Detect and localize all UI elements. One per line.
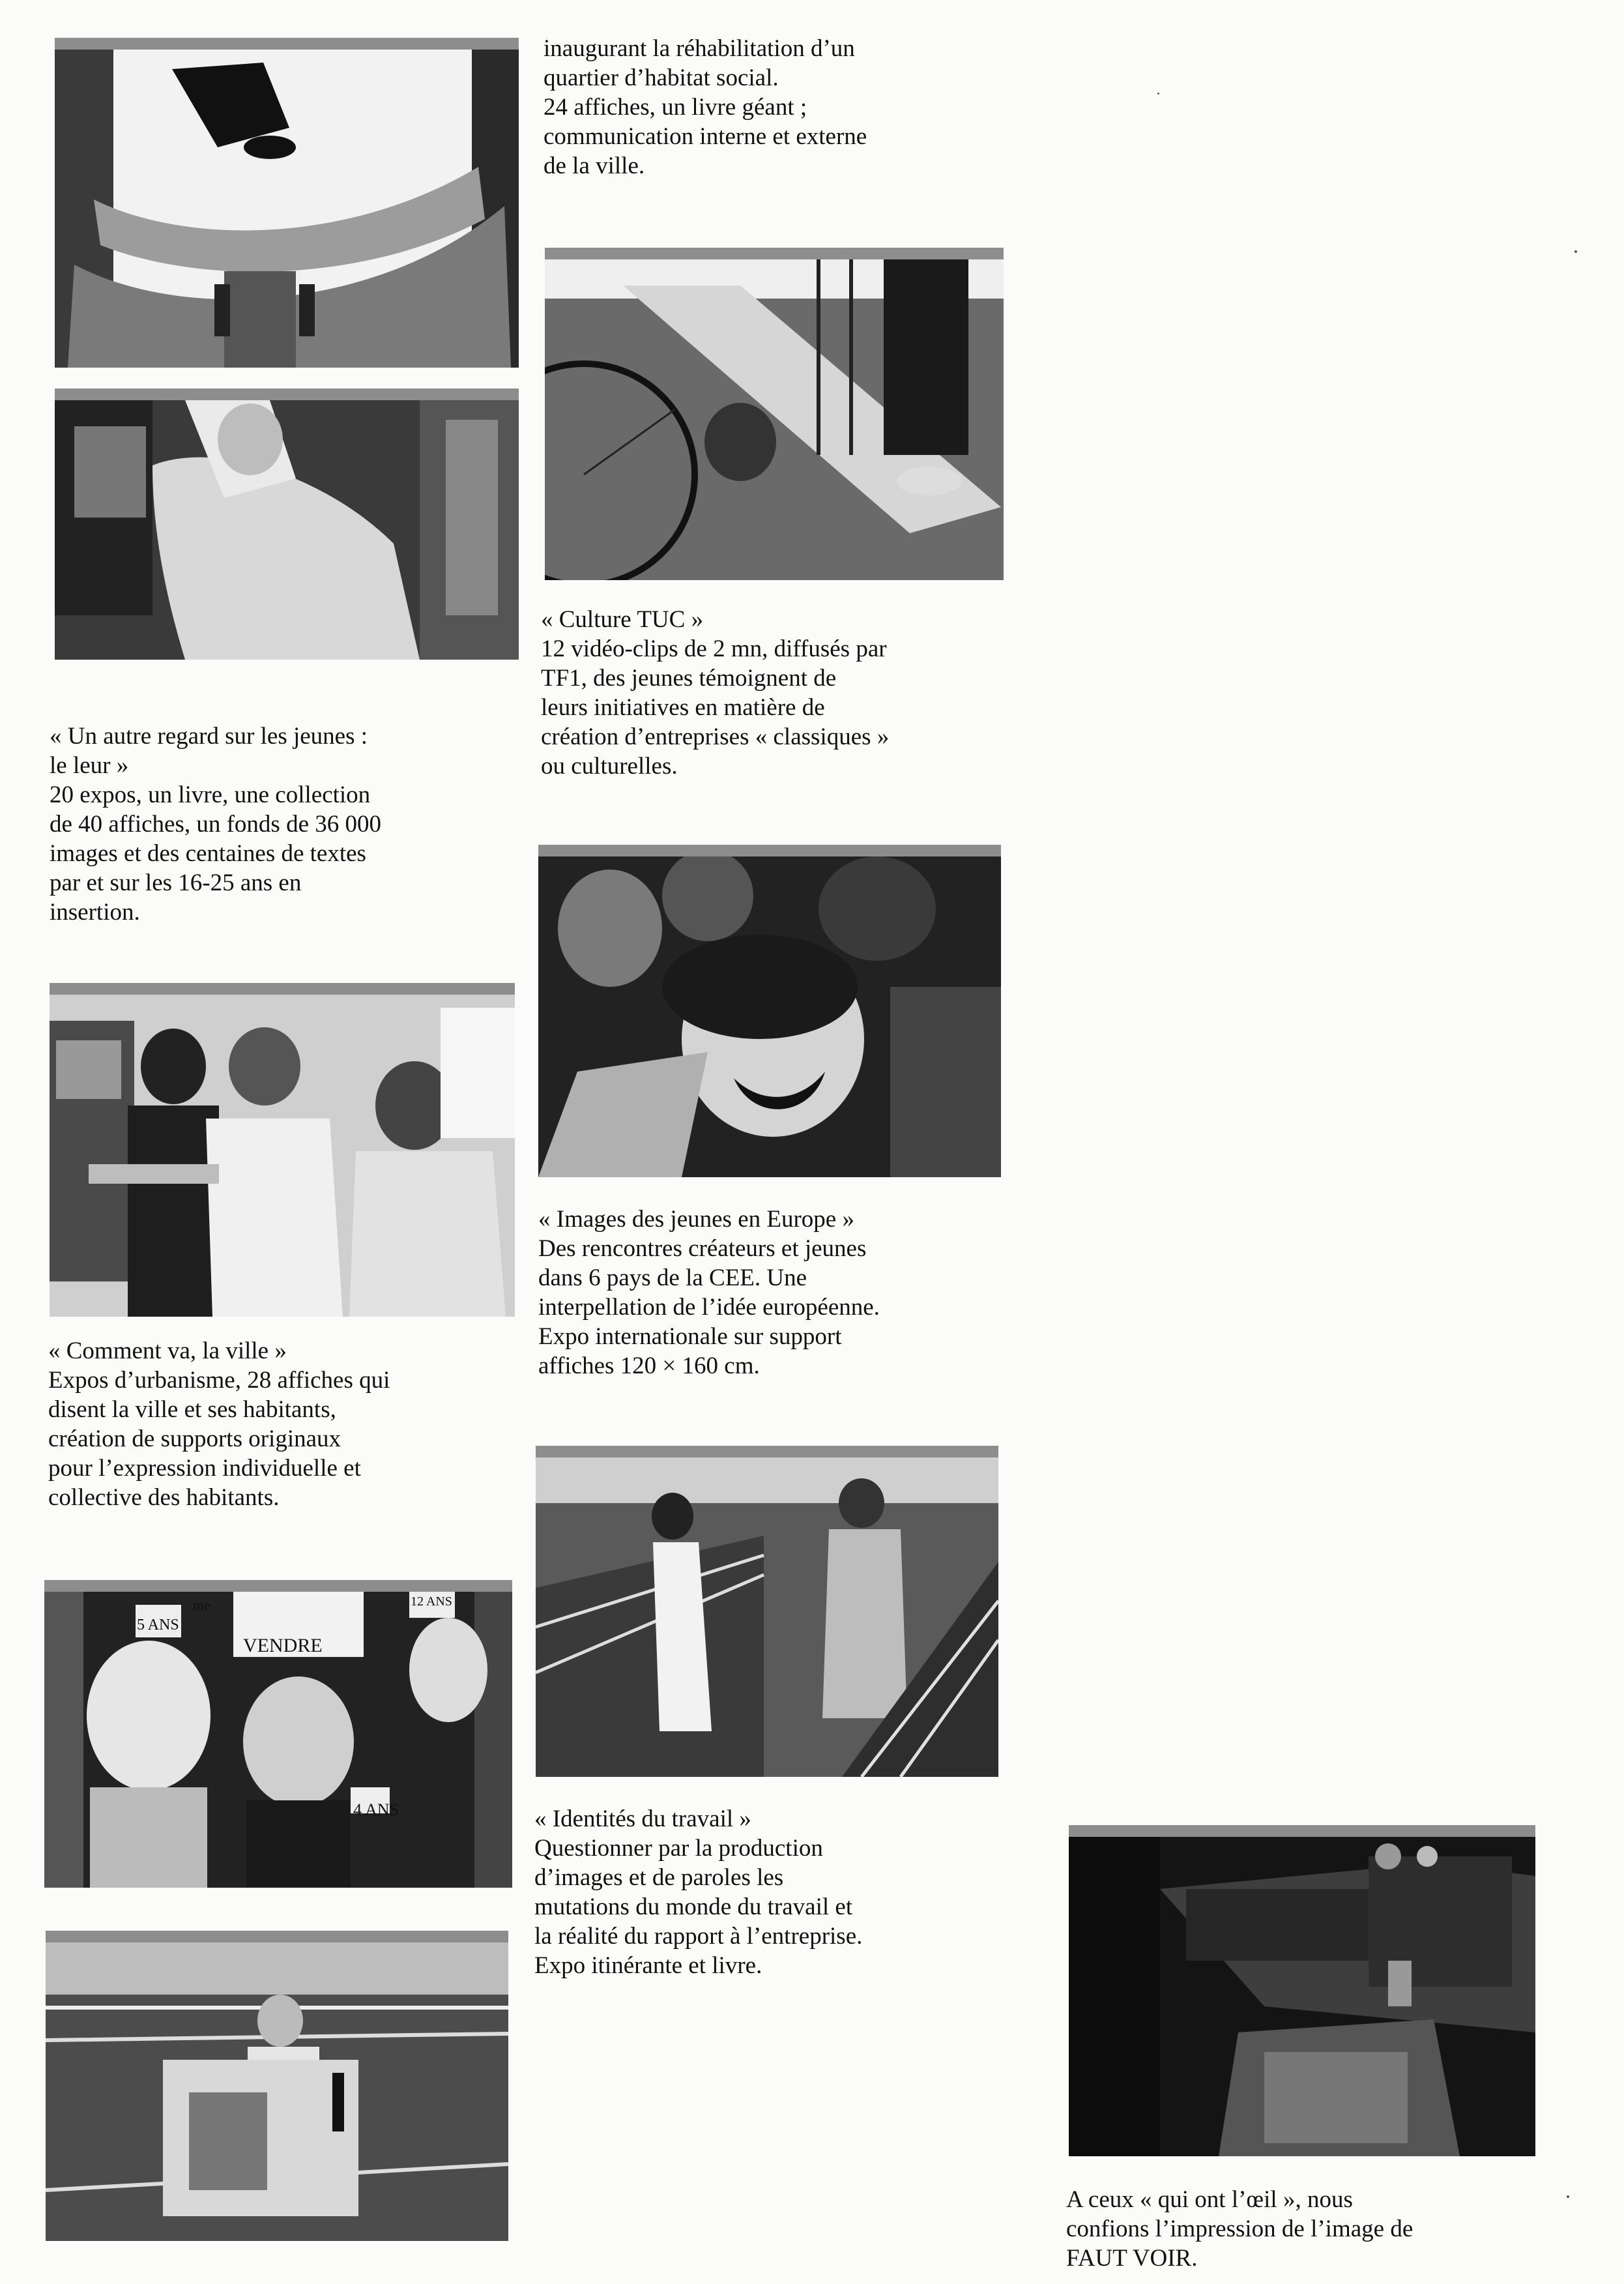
caption-jeunes bbox=[50, 722, 381, 927]
caption-oeil bbox=[1066, 2185, 1413, 2273]
poster-text-4-ans: 4 ANS bbox=[353, 1800, 399, 1819]
caption-line: « Images des jeunes en Europe » bbox=[538, 1206, 854, 1233]
caption-line: inaugurant la réhabilitation d’un bbox=[544, 35, 855, 62]
caption-line: confions l’impression de l’image de bbox=[1066, 2216, 1414, 2242]
photo-children-posters bbox=[44, 1580, 512, 1888]
caption-line: création de supports originaux bbox=[48, 1426, 341, 1452]
caption-line: d’images et de paroles les bbox=[534, 1864, 784, 1891]
caption-line: images et des centaines de textes bbox=[50, 840, 366, 867]
photo-young-back bbox=[55, 388, 519, 660]
photo-machine-interior bbox=[1069, 1825, 1535, 2156]
scan-speck bbox=[1574, 250, 1577, 253]
caption-line: affiches 120 × 160 cm. bbox=[538, 1353, 760, 1379]
photo-laughing-youth bbox=[538, 845, 1001, 1177]
scan-speck bbox=[1567, 2195, 1569, 2198]
caption-line: TF1, des jeunes témoignent de bbox=[541, 665, 837, 692]
caption-line: interpellation de l’idée européenne. bbox=[538, 1294, 880, 1321]
caption-line: « Culture TUC » bbox=[541, 606, 704, 633]
caption-line: Expo internationale sur support bbox=[538, 1323, 842, 1350]
caption-line: création d’entreprises « classiques » bbox=[541, 724, 890, 750]
photo-bicycle-mirror bbox=[545, 248, 1004, 580]
caption-line: de 40 affiches, un fonds de 36 000 bbox=[50, 811, 381, 838]
caption-line: 24 affiches, un livre géant ; bbox=[544, 94, 807, 121]
caption-line: disent la ville et ses habitants, bbox=[48, 1396, 336, 1423]
caption-line: mutations du monde du travail et bbox=[534, 1894, 853, 1920]
caption-line: communication interne et externe bbox=[544, 123, 867, 150]
caption-travail bbox=[534, 1804, 862, 1980]
photo-poster-face bbox=[55, 38, 519, 368]
caption-line: 20 expos, un livre, une collection bbox=[50, 782, 371, 808]
caption-line: par et sur les 16-25 ans en bbox=[50, 870, 302, 896]
caption-europe bbox=[538, 1205, 880, 1381]
caption-line: insertion. bbox=[50, 899, 140, 926]
caption-line: pour l’expression individuelle et bbox=[48, 1455, 361, 1482]
scan-speck bbox=[1157, 93, 1159, 95]
caption-line: A ceux « qui ont l’œil », nous bbox=[1066, 2186, 1353, 2213]
caption-line: le leur » bbox=[50, 752, 129, 779]
caption-ville bbox=[48, 1336, 390, 1512]
poster-text-me: me bbox=[193, 1597, 210, 1613]
poster-text-12-ans: 12 ANS bbox=[411, 1594, 452, 1609]
caption-line: Expos d’urbanisme, 28 affiches qui bbox=[48, 1367, 390, 1394]
caption-line: 12 vidéo-clips de 2 mn, diffusés par bbox=[541, 636, 887, 662]
photo-textile-workers bbox=[536, 1446, 998, 1777]
caption-top-right bbox=[544, 34, 867, 181]
caption-tuc bbox=[541, 605, 889, 781]
poster-text-5-ans: 5 ANS bbox=[137, 1617, 179, 1633]
caption-line: la réalité du rapport à l’entreprise. bbox=[534, 1923, 863, 1950]
caption-line: Des rencontres créateurs et jeunes bbox=[538, 1235, 867, 1262]
caption-line: ou culturelles. bbox=[541, 753, 678, 780]
poster-text-vendre: VENDRE bbox=[243, 1635, 323, 1656]
caption-line: Questionner par la production bbox=[534, 1835, 823, 1862]
photo-city-visit bbox=[50, 983, 515, 1317]
caption-line: FAUT VOIR. bbox=[1066, 2245, 1198, 2272]
caption-line: « Un autre regard sur les jeunes : bbox=[50, 723, 368, 750]
caption-line: Expo itinérante et livre. bbox=[534, 1952, 762, 1979]
caption-line: dans 6 pays de la CEE. Une bbox=[538, 1265, 807, 1291]
photo-factory-worker-holding-print bbox=[46, 1931, 508, 2241]
caption-line: « Comment va, la ville » bbox=[48, 1338, 287, 1364]
caption-line: quartier d’habitat social. bbox=[544, 65, 779, 91]
caption-line: leurs initiatives en matière de bbox=[541, 694, 825, 721]
caption-line: « Identités du travail » bbox=[534, 1806, 751, 1832]
caption-line: collective des habitants. bbox=[48, 1484, 280, 1511]
caption-line: de la ville. bbox=[544, 153, 645, 179]
